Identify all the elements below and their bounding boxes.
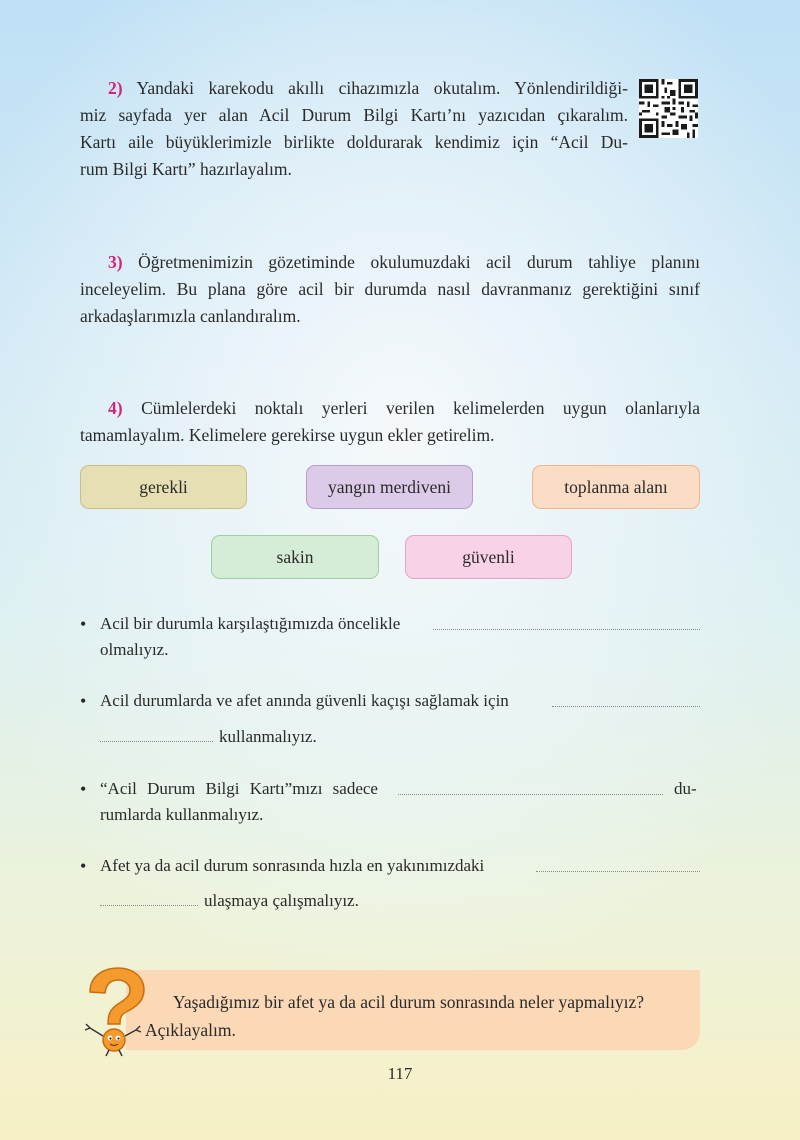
question-2-number: 2) (108, 78, 123, 98)
sentence-3-hyphen: du- (674, 779, 697, 798)
sentence-4-text: Afet ya da acil durum sonrasında hızla en yakınımızdaki (100, 856, 485, 875)
word-guvenli: güvenli (405, 535, 572, 579)
sentence-3-text: “Acil Durum Bilgi Kartı”mızı sadece (100, 779, 378, 798)
blank-4b[interactable] (100, 905, 198, 906)
question-3-text: Öğretmenimizin gözetiminde okulumuzdaki acil durum tahliye planını inceleyelim. Bu plana göre acil bir durumda nasıl davranmanız gerektiğini sınıf arkadaşlarımızla canlandıralım. (80, 252, 700, 326)
discussion-question-line-1: Yaşadığımız bir afet ya da acil durum sonrasında neler yapmalıyız? (173, 992, 645, 1012)
sentence-1 (80, 611, 700, 667)
word-gerekli: gerekli (80, 465, 247, 509)
question-mark-mascot-icon (76, 966, 156, 1058)
question-3 (80, 249, 700, 330)
blank-3[interactable] (398, 794, 663, 795)
sentence-2-text: Acil durumlarda ve afet anında güvenli kaçışı sağlamak için (100, 691, 509, 710)
discussion-question (145, 988, 697, 1044)
sentence-3 (80, 776, 700, 832)
bullet-icon: • (80, 614, 87, 634)
question-2-line-2: miz sayfada yer alan Acil Durum Bilgi Kartı’nı yazıcıdan çıkaralım. (80, 105, 628, 125)
word-toplanma-alani: toplanma alanı (532, 465, 700, 509)
question-2 (80, 75, 628, 183)
sentence-2-end: kullanmalıyız. (219, 727, 317, 746)
discussion-question-line-2: Açıklayalım. (145, 1020, 236, 1040)
word-yangin-merdiveni: yangın merdiveni (306, 465, 473, 509)
question-4 (80, 395, 700, 449)
sentence-2 (80, 688, 700, 758)
blank-2b[interactable] (100, 741, 213, 742)
question-2-line-4: rum Bilgi Kartı” hazırlayalım. (80, 159, 292, 179)
question-4-text: Cümlelerdeki noktalı yerleri verilen kelimelerden uygun olanlarıyla tamamlayalım. Kelimelere gerekirse uygun ekler getirelim. (80, 398, 700, 445)
blank-2a[interactable] (552, 706, 700, 707)
sentence-1-end: olmalıyız. (100, 640, 169, 659)
bullet-icon: • (80, 691, 87, 711)
sentence-4-end: ulaşmaya çalışmalıyız. (204, 891, 359, 910)
page-number: 117 (387, 1064, 413, 1083)
bullet-icon: • (80, 779, 87, 799)
blank-1[interactable] (433, 629, 700, 630)
question-2-line-1: Yandaki karekodu akıllı cihazımızla okutalım. Yönlendirildiği- (136, 78, 628, 98)
sentence-3-end: rumlarda kullanmalıyız. (100, 805, 264, 824)
question-3-number: 3) (108, 252, 123, 272)
sentence-1-text: Acil bir durumla karşılaştığımızda öncelikle (100, 614, 401, 633)
qr-code-icon[interactable] (639, 79, 698, 138)
question-4-number: 4) (108, 398, 123, 418)
sentence-4 (80, 853, 700, 923)
question-2-line-3: Kartı aile büyüklerimizle birlikte doldurarak kendimiz için “Acil Du- (80, 132, 628, 152)
bullet-icon: • (80, 856, 87, 876)
blank-4a[interactable] (536, 871, 700, 872)
word-sakin: sakin (211, 535, 379, 579)
